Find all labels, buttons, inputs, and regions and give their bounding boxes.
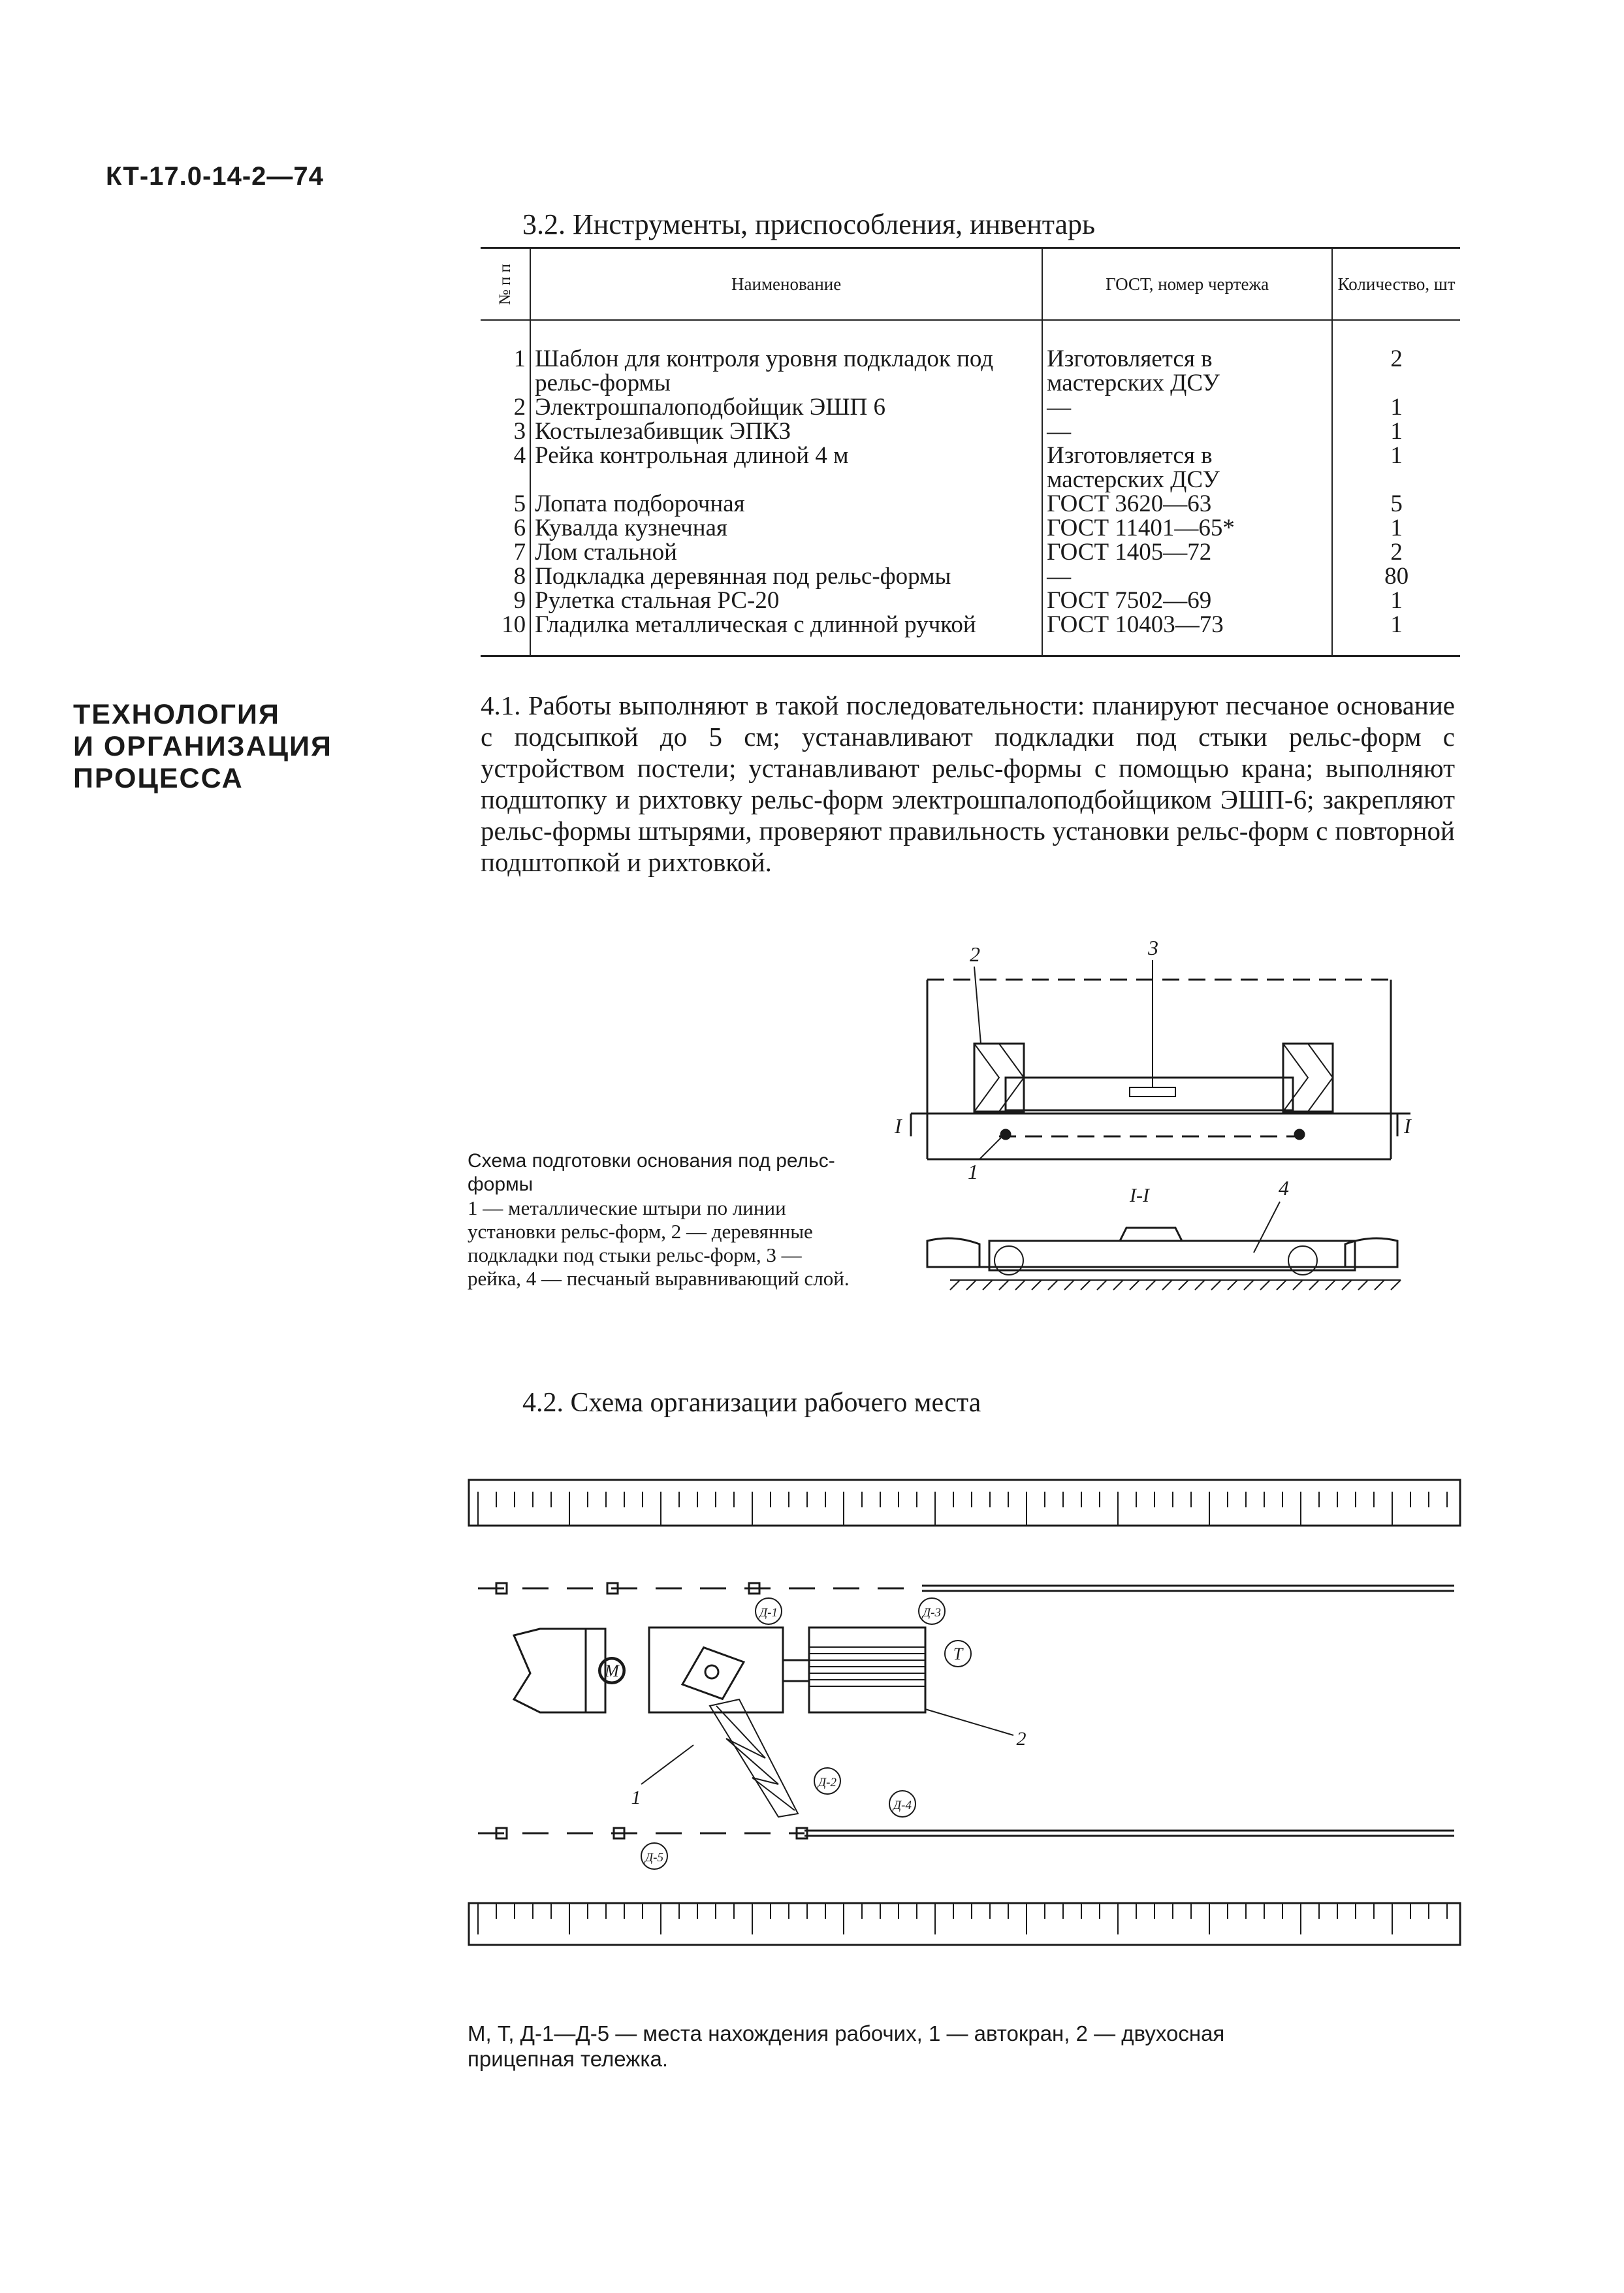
table-row <box>481 347 1460 395</box>
worker-label-D4: Д-4 <box>893 1799 912 1812</box>
cell-num: 6 <box>513 515 526 541</box>
cell-name: Лопата подборочная <box>530 492 1042 516</box>
table-row <box>481 419 1460 443</box>
side-heading <box>73 699 332 795</box>
cell-qty: 80 <box>1332 564 1460 588</box>
fig1-label-3: 3 <box>1148 936 1158 959</box>
col-num-header: № п п <box>481 248 530 321</box>
cell-qty: 1 <box>1332 613 1460 656</box>
figure-base-preparation <box>895 927 1411 1345</box>
cell-qty: 2 <box>1332 540 1460 564</box>
table-row <box>481 443 1460 492</box>
cell-qty: 2 <box>1332 347 1460 395</box>
cell-num: 10 <box>502 611 526 638</box>
cell-gost: ГОСТ 1405—72 <box>1042 540 1332 564</box>
fig2-label-2: 2 <box>1016 1728 1027 1750</box>
fig1-label-4: 4 <box>1279 1176 1289 1200</box>
section-3-2-title: 3.2. Инструменты, приспособления, инвентарь <box>522 208 1096 240</box>
fig1-label-1: 1 <box>968 1160 978 1183</box>
cell-gost: ГОСТ 11401—65* <box>1042 516 1332 540</box>
document-code: КТ-17.0-14-2—74 <box>106 162 324 191</box>
cell-qty: 1 <box>1332 419 1460 443</box>
cell-name: Подкладка деревянная под рельс-формы <box>530 564 1042 588</box>
worker-label-M: М <box>605 1661 619 1680</box>
cell-num: 1 <box>513 345 526 372</box>
cell-name: Электрошпалоподбойщик ЭШП 6 <box>530 395 1042 419</box>
cell-name: Рейка контрольная длиной 4 м <box>530 443 1042 492</box>
figure-workplace-scheme <box>465 1477 1464 1948</box>
cell-gost: Изготовляется в мастерских ДСУ <box>1042 347 1332 395</box>
table-header-row <box>481 248 1460 321</box>
col-name-header: Наименование <box>530 248 1042 321</box>
cell-qty: 1 <box>1332 395 1460 419</box>
table-row <box>481 516 1460 540</box>
figure1-legend: 1 — металлические штыри по линии установки рельс-форм, 2 — деревянные подкладки под стыки рельс-форм, 3 — рейка, 4 — песчаный выравнивающий слой. <box>468 1196 850 1290</box>
cell-num: 5 <box>513 490 526 517</box>
cell-qty: 1 <box>1332 516 1460 540</box>
fig1-section-left: I <box>895 1114 902 1138</box>
cell-gost: ГОСТ 3620—63 <box>1042 492 1332 516</box>
cell-name: Костылезабивщик ЭПКЗ <box>530 419 1042 443</box>
cell-name: Рулетка стальная РС-20 <box>530 588 1042 613</box>
figure2-caption: М, Т, Д-1—Д-5 — места нахождения рабочих, 1 — автокран, 2 — двухосная прицепная тележка. <box>468 2021 1225 2071</box>
cell-name: Шаблон для контроля уровня подкладок под рельс-формы <box>530 347 1042 395</box>
cell-gost: Изготовляется в мастерских ДСУ <box>1042 443 1332 492</box>
cell-gost: ГОСТ 10403—73 <box>1042 613 1332 656</box>
table-row <box>481 395 1460 419</box>
worker-label-D3: Д-3 <box>923 1606 941 1620</box>
section-4-2-title: 4.2. Схема организации рабочего места <box>522 1388 981 1418</box>
cell-qty: 5 <box>1332 492 1460 516</box>
worker-label-D2: Д-2 <box>818 1776 836 1789</box>
table-row <box>481 492 1460 516</box>
figure1-title: Схема подготовки основания под рельс-формы <box>468 1150 835 1195</box>
table-row <box>481 540 1460 564</box>
worker-label-D5: Д-5 <box>645 1851 663 1865</box>
cell-num: 8 <box>513 563 526 590</box>
cell-gost: ГОСТ 7502—69 <box>1042 588 1332 613</box>
cell-num: 3 <box>513 418 526 445</box>
side-heading-line2: И ОРГАНИЗАЦИЯ <box>73 731 332 762</box>
table-row <box>481 588 1460 613</box>
table-row <box>481 613 1460 656</box>
fig1-label-2: 2 <box>970 942 980 966</box>
section-4-1-text <box>481 690 1455 878</box>
cell-gost: — <box>1042 564 1332 588</box>
section-4-1-paragraph: 4.1. Работы выполняют в такой последовательности: планируют песчаное основание с подсыпкой до 5 см; устанавливают подкладки под стыки рельс-форм с устройством постели; устанавливают рельс-формы с помощью крана; выполняют подштопку и рихтовку рельс-форм электрошпалоподбойщиком ЭШП-6; закрепляют рельс-формы штырями, проверяют правильность установки рельс-форм с повторной подштопкой и рихтовкой. <box>481 690 1455 877</box>
cell-qty: 1 <box>1332 588 1460 613</box>
col-qty-header: Количество, шт <box>1332 248 1460 321</box>
cell-num: 9 <box>513 587 526 614</box>
cell-name: Гладилка металлическая с длинной ручкой <box>530 613 1042 656</box>
cell-name: Лом стальной <box>530 540 1042 564</box>
cell-gost: — <box>1042 395 1332 419</box>
fig2-label-1: 1 <box>631 1787 641 1808</box>
fig1-section-right: I <box>1404 1114 1411 1138</box>
cell-name: Кувалда кузнечная <box>530 516 1042 540</box>
cell-num: 2 <box>513 394 526 421</box>
cell-gost: — <box>1042 419 1332 443</box>
worker-label-D1: Д-1 <box>759 1606 778 1620</box>
worker-label-T: Т <box>953 1644 963 1663</box>
tools-table <box>481 247 1460 657</box>
col-gost-header: ГОСТ, номер чертежа <box>1042 248 1332 321</box>
side-heading-line1: ТЕХНОЛОГИЯ <box>73 699 280 730</box>
cell-num: 7 <box>513 539 526 566</box>
fig1-section-title: I-I <box>1130 1185 1149 1206</box>
cell-qty: 1 <box>1332 443 1460 492</box>
figure1-caption <box>468 1149 859 1291</box>
cell-num: 4 <box>513 442 526 469</box>
side-heading-line3: ПРОЦЕССА <box>73 763 244 794</box>
table-row <box>481 564 1460 588</box>
